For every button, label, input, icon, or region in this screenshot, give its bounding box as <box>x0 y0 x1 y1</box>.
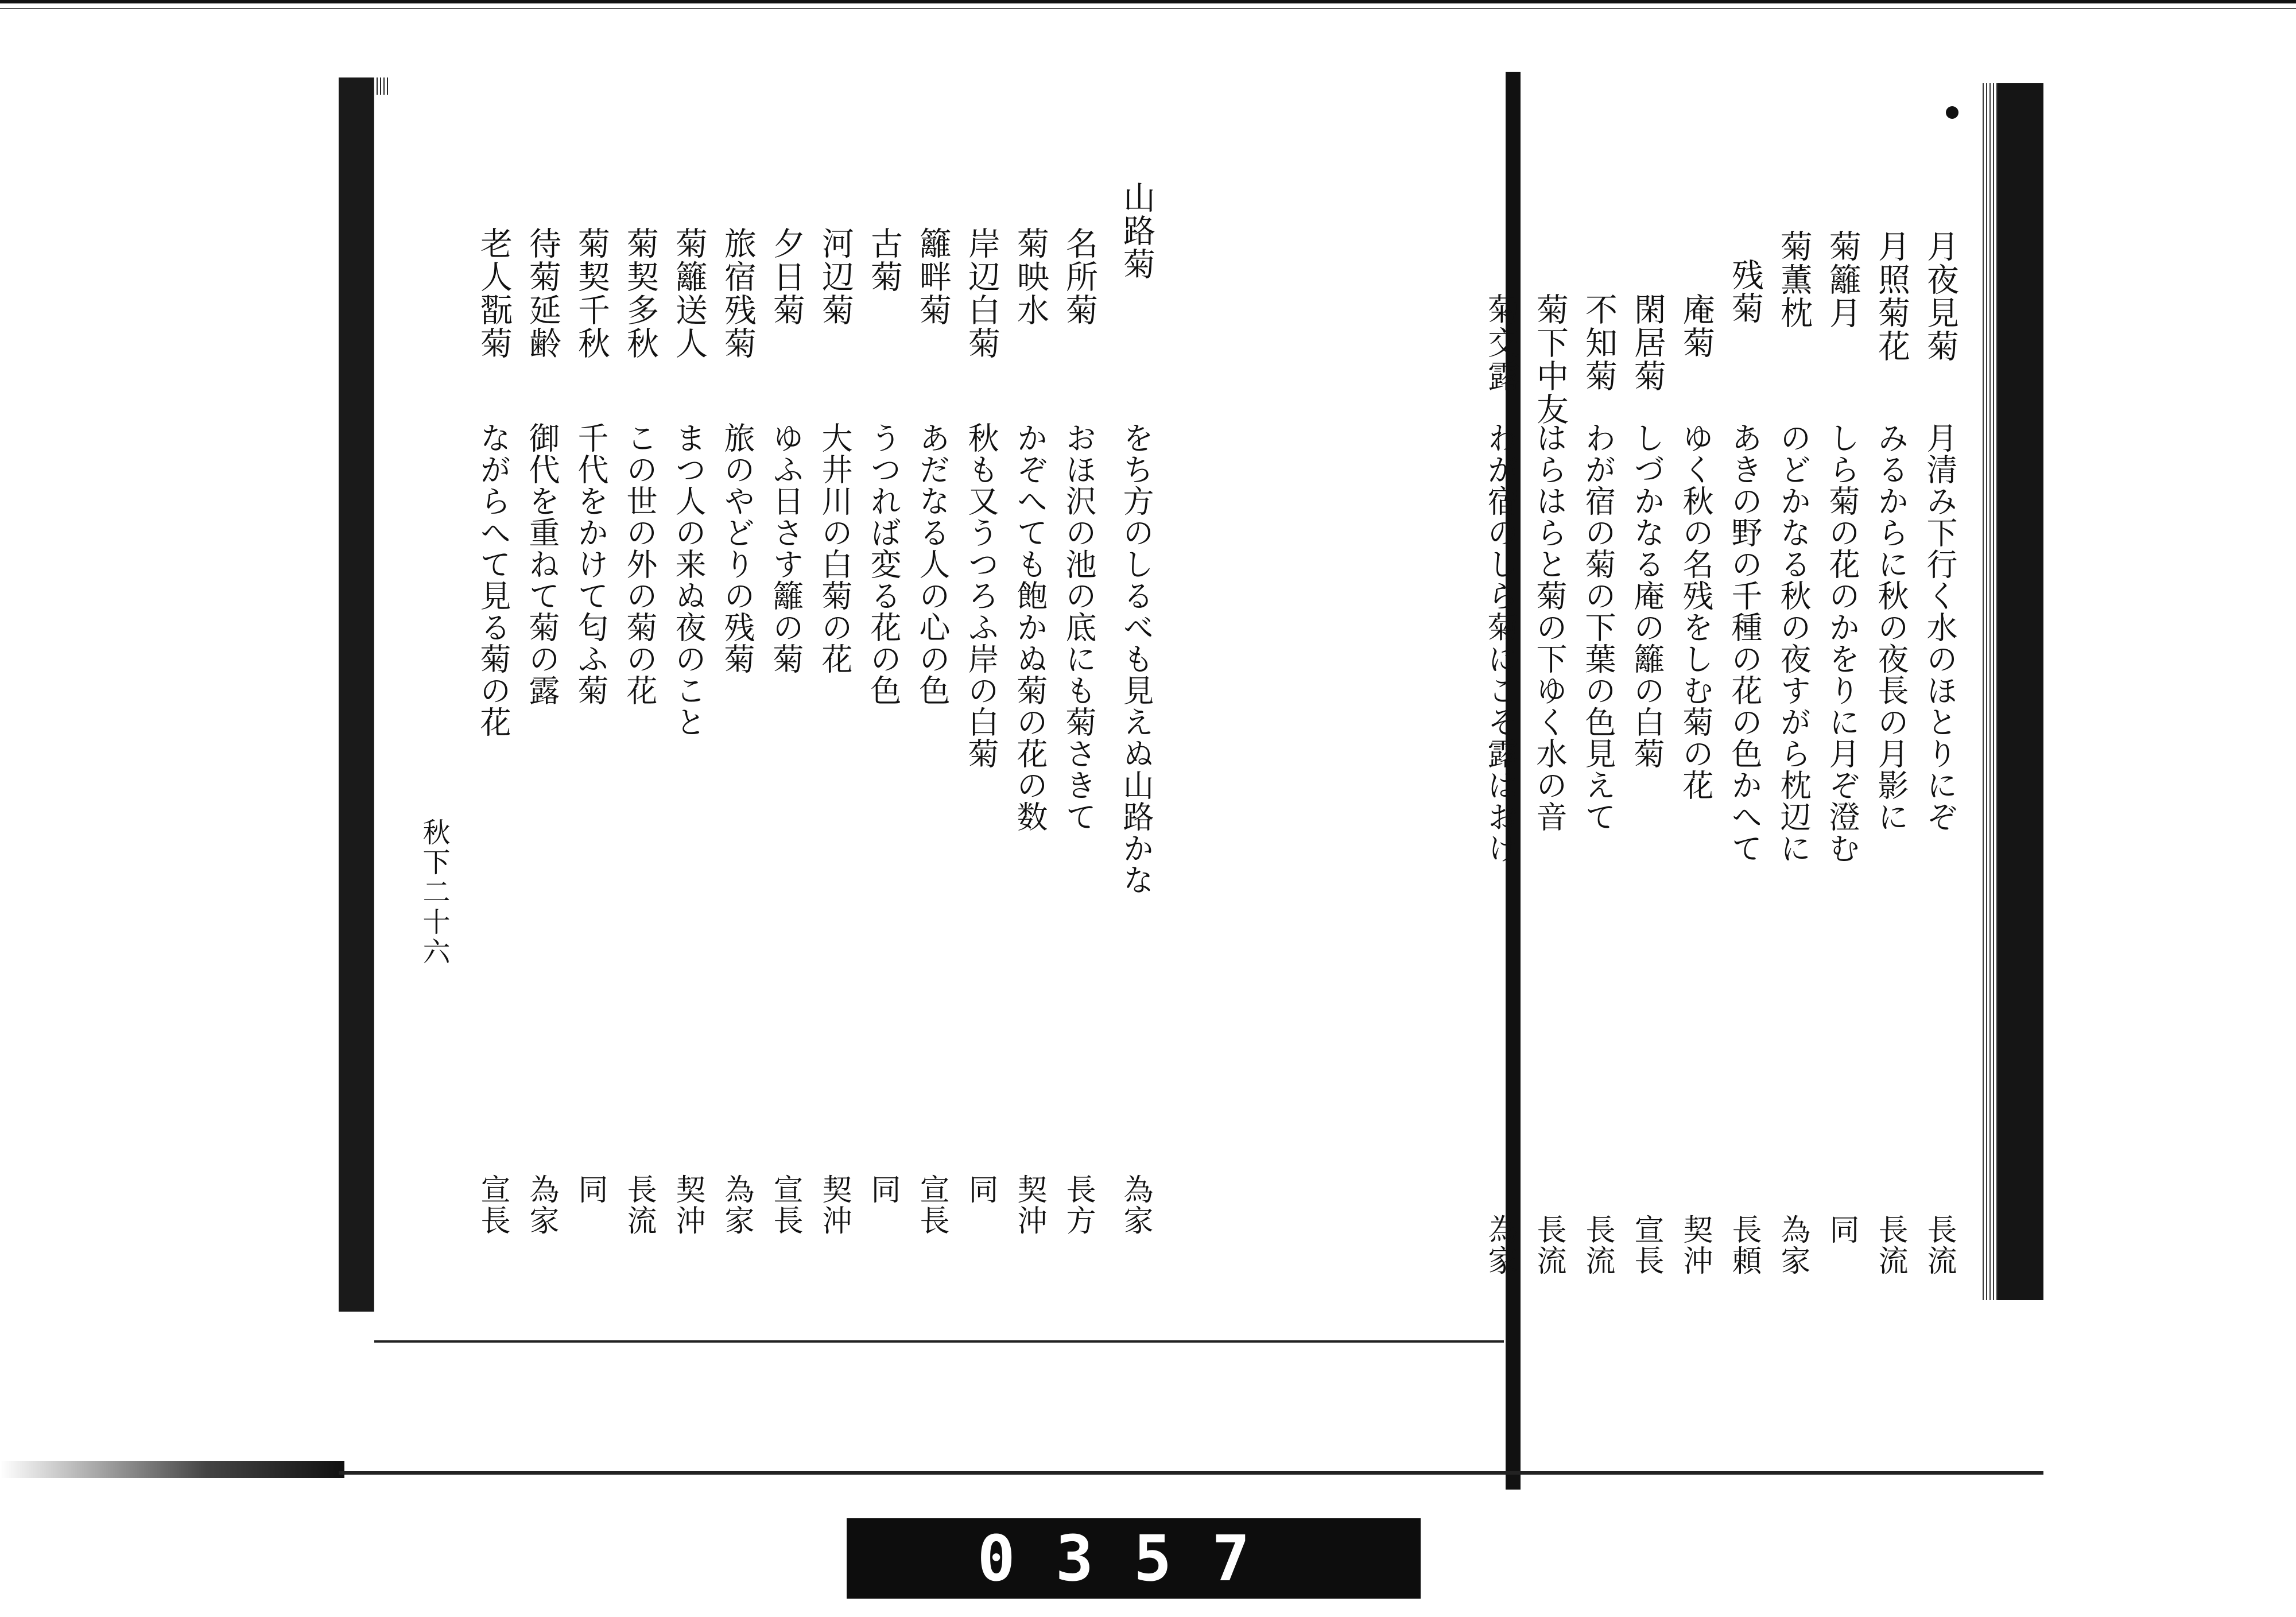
entry-poem: しづかなる庵の籬の白菊 <box>1629 422 1665 769</box>
entry-poem: かぞへても飽かぬ菊の花の数 <box>1012 422 1048 832</box>
entry-poem: 大井川の白菊の花 <box>817 422 853 674</box>
entry-title: 菊映水 <box>1012 227 1049 327</box>
entry-title: 岸辺白菊 <box>963 227 1000 360</box>
entry-poem: わが宿のしら菊にこそ露はおけ <box>1483 422 1519 864</box>
entry-title: 山路菊 <box>1118 181 1155 281</box>
entry-author: 宣長 <box>768 1174 802 1236</box>
scan-top-rule <box>0 8 2296 9</box>
entry-poem: のどかなる秋の夜すがら枕辺に <box>1775 422 1812 864</box>
right-page-edge <box>1998 83 2043 1300</box>
entry-author: 長流 <box>1531 1214 1566 1276</box>
entry-poem: みるからに秋の夜長の月影に <box>1873 422 1909 832</box>
entry-title: 古菊 <box>866 227 903 293</box>
entry-author: 長流 <box>622 1174 656 1236</box>
entry-author: 長流 <box>1580 1214 1615 1276</box>
scan-top-border <box>0 0 2296 3</box>
entry-title: 不知菊 <box>1580 293 1618 393</box>
entry-poem: 旅のやどりの残菊 <box>719 422 755 674</box>
entry-poem: うつれば変る花の色 <box>866 422 902 706</box>
page-folio: 秋下二十六 <box>418 818 450 967</box>
entry-poem: ゆふ日さす籬の菊 <box>768 422 804 674</box>
entry-author: 契沖 <box>817 1174 851 1236</box>
right-page-stack <box>1980 83 1998 1300</box>
entry-poem: ながらへて見る菊の花 <box>475 422 511 738</box>
entry-title: 庵菊 <box>1678 293 1715 359</box>
entry-title: 残菊 <box>1727 258 1764 325</box>
entry-title: 菊薫枕 <box>1775 230 1813 329</box>
entry-title: 待菊延齢 <box>524 227 561 360</box>
entry-title: 籬畔菊 <box>914 227 952 327</box>
entry-poem: あきの野の千種の花の色かへて <box>1727 422 1763 864</box>
entry-poem: あだなる人の心の色 <box>914 422 951 706</box>
entry-title: 閑居菊 <box>1629 293 1666 393</box>
entry-author: 為家 <box>1775 1214 1810 1276</box>
entry-author: 同 <box>963 1174 998 1205</box>
entry-author: 為家 <box>719 1174 754 1236</box>
entry-poem: おほ沢の池の底にも菊さきて <box>1061 422 1097 832</box>
entry-poem: 千代をかけて匂ふ菊 <box>573 422 609 706</box>
entry-author: 宣長 <box>475 1174 510 1236</box>
entry-author: 同 <box>573 1174 607 1205</box>
right-page <box>1483 95 2296 1340</box>
entry-author: 長流 <box>1873 1214 1907 1276</box>
entry-author: 宣長 <box>914 1174 949 1236</box>
entry-author: 契沖 <box>1012 1174 1046 1236</box>
entry-author: 長方 <box>1061 1174 1095 1236</box>
entry-poem: はらはらと菊の下ゆく水の音 <box>1531 422 1568 832</box>
entry-author: 同 <box>1824 1214 1859 1245</box>
entry-poem: しら菊の花のかをりに月ぞ澄む <box>1824 422 1860 864</box>
entry-author: 長流 <box>1922 1214 1956 1276</box>
entry-title: 菊契多秋 <box>622 227 659 360</box>
entry-poem: 秋も又うつろふ岸の白菊 <box>963 422 999 769</box>
scan-shadow <box>0 1461 344 1478</box>
book-bottom-edge <box>339 1471 2043 1475</box>
entry-author: 為家 <box>1118 1174 1153 1236</box>
entry-poem: わが宿の菊の下葉の色見えて <box>1580 422 1616 832</box>
entry-poem: 御代を重ねて菊の露 <box>524 422 560 706</box>
entry-author: 長頼 <box>1727 1214 1761 1276</box>
entry-title: 菊籬送人 <box>670 227 708 360</box>
entry-title: 菊籬月 <box>1824 230 1861 329</box>
entry-title: 老人翫菊 <box>475 227 513 360</box>
entry-title: 名所菊 <box>1061 227 1098 327</box>
entry-poem: まつ人の来ぬ夜のこと <box>670 422 707 738</box>
entry-poem: をち方のしるべも見えぬ山路かな <box>1118 422 1154 895</box>
open-book <box>339 72 2043 1478</box>
entry-author: 宣長 <box>1629 1214 1663 1276</box>
entry-author: 契沖 <box>1678 1214 1712 1276</box>
entry-author: 為家 <box>1483 1214 1517 1276</box>
entry-title: 河辺菊 <box>817 227 854 327</box>
entry-author: 為家 <box>524 1174 559 1236</box>
entry-poem: この世の外の菊の花 <box>622 422 658 706</box>
entry-title: 菊契千秋 <box>573 227 610 360</box>
entry-title: 夕日菊 <box>768 227 805 327</box>
left-page <box>374 95 1504 1343</box>
entry-title: 菊下中友 <box>1531 293 1569 426</box>
left-page-edge <box>339 77 373 1312</box>
entry-author: 契沖 <box>670 1174 705 1236</box>
frame-number: 0357 <box>977 1522 1290 1595</box>
entry-title: 旅宿残菊 <box>719 227 757 360</box>
entry-author: 同 <box>866 1174 900 1205</box>
ink-mark <box>1946 106 1958 119</box>
entry-title: 菊交露 <box>1483 293 1520 393</box>
entry-title: 月照菊花 <box>1873 230 1910 363</box>
entry-poem: 月清み下行く水のほとりにぞ <box>1922 422 1958 832</box>
entry-title: 月夜見菊 <box>1922 230 1959 363</box>
entry-poem: ゆく秋の名残をしむ菊の花 <box>1678 422 1714 801</box>
frame-number-stamp <box>847 1518 1421 1599</box>
